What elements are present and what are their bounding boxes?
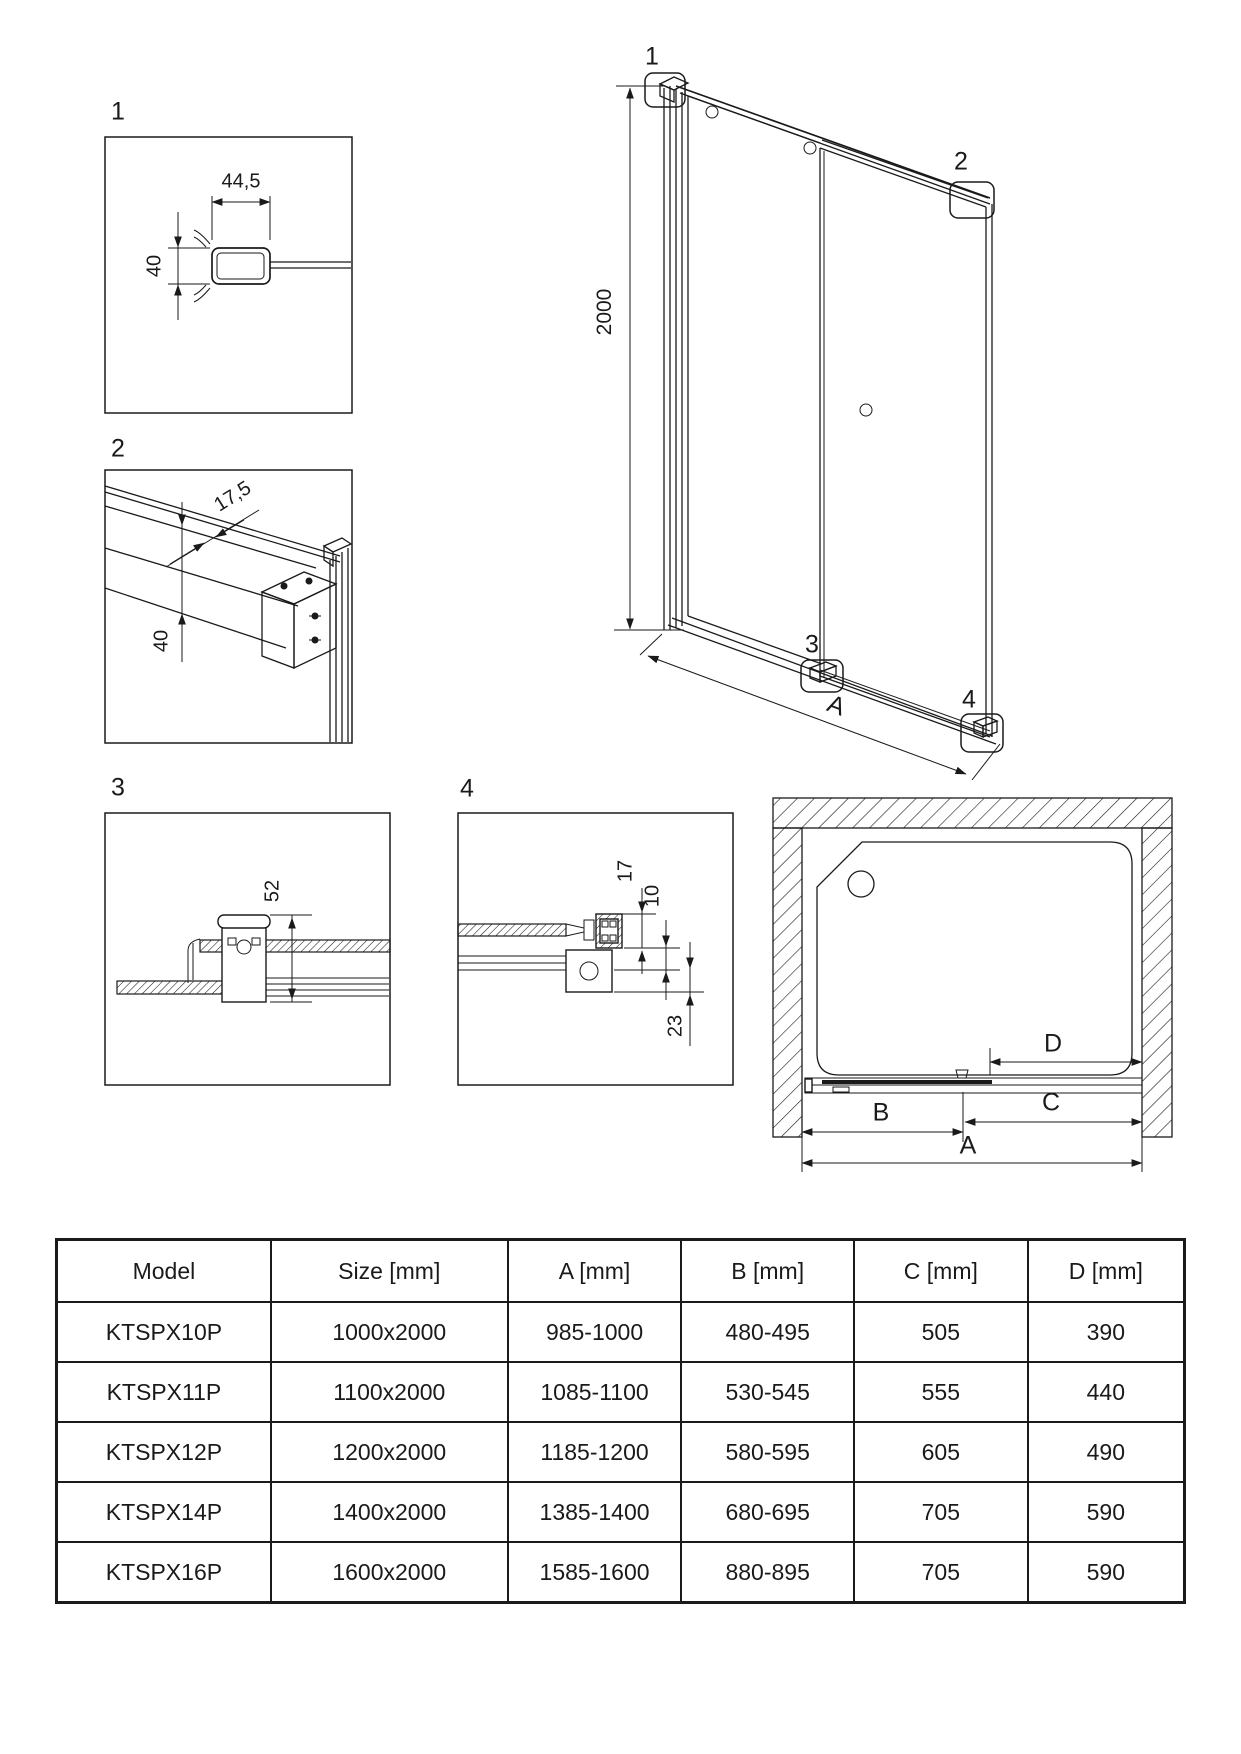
cell-c: 705 (854, 1542, 1028, 1603)
cell-c: 605 (854, 1422, 1028, 1482)
spec-table (55, 1238, 1186, 1604)
dim-label-10: 10 (641, 884, 664, 908)
plan-dim-label-D: D (1043, 1029, 1063, 1058)
dim-label-40-detail1: 40 (143, 254, 166, 278)
table-header-size: Size [mm] (271, 1240, 508, 1303)
cell-d: 390 (1028, 1302, 1185, 1362)
plan-dim-label-B: B (872, 1098, 890, 1127)
plan-dim-label-C: C (1041, 1088, 1061, 1117)
dim-label-40-detail2: 40 (150, 629, 173, 653)
cell-b: 880-895 (681, 1542, 854, 1603)
plan-dim-label-A: A (959, 1131, 977, 1160)
table-row (57, 1482, 1185, 1542)
cell-b: 530-545 (681, 1362, 854, 1422)
cell-model: KTSPX16P (57, 1542, 271, 1603)
table-header-row (57, 1240, 1185, 1303)
table-row (57, 1362, 1185, 1422)
cell-a: 985-1000 (508, 1302, 682, 1362)
table-row (57, 1542, 1185, 1603)
cell-d: 490 (1028, 1422, 1185, 1482)
cell-a: 1085-1100 (508, 1362, 682, 1422)
detail-1-callout-label: 1 (111, 97, 125, 126)
cell-a: 1185-1200 (508, 1422, 682, 1482)
dim-label-52: 52 (261, 879, 284, 903)
table-row (57, 1302, 1185, 1362)
detail-2-callout-label: 2 (111, 434, 125, 463)
dim-label-17-5: 17,5 (210, 476, 256, 517)
cell-b: 580-595 (681, 1422, 854, 1482)
iso-callout-3: 3 (805, 630, 819, 659)
cell-b: 680-695 (681, 1482, 854, 1542)
cell-a: 1585-1600 (508, 1542, 682, 1603)
dim-label-44-5: 44,5 (221, 170, 261, 193)
iso-callout-4: 4 (962, 685, 976, 714)
cell-model: KTSPX14P (57, 1482, 271, 1542)
iso-callout-2: 2 (954, 147, 968, 176)
table-header-d: D [mm] (1028, 1240, 1185, 1303)
cell-model: KTSPX10P (57, 1302, 271, 1362)
detail-4-callout-label: 4 (460, 774, 474, 803)
plan-view (773, 798, 1172, 1172)
table-header-model: Model (57, 1240, 271, 1303)
detail-4-drawing (458, 813, 733, 1085)
dim-label-17: 17 (614, 859, 637, 883)
cell-d: 590 (1028, 1542, 1185, 1603)
cell-c: 705 (854, 1482, 1028, 1542)
table-header-a: A [mm] (508, 1240, 682, 1303)
cell-a: 1385-1400 (508, 1482, 682, 1542)
isometric-view (614, 73, 1003, 780)
cell-size: 1100x2000 (271, 1362, 508, 1422)
dim-label-2000: 2000 (593, 288, 616, 336)
cell-size: 1000x2000 (271, 1302, 508, 1362)
cell-c: 555 (854, 1362, 1028, 1422)
dim-label-23: 23 (664, 1014, 687, 1038)
cell-b: 480-495 (681, 1302, 854, 1362)
detail-3-drawing (105, 813, 390, 1085)
cell-d: 440 (1028, 1362, 1185, 1422)
cell-size: 1200x2000 (271, 1422, 508, 1482)
cell-model: KTSPX12P (57, 1422, 271, 1482)
detail-3-callout-label: 3 (111, 773, 125, 802)
table-header-b: B [mm] (681, 1240, 854, 1303)
iso-dim-label-A: A (823, 689, 849, 722)
cell-size: 1400x2000 (271, 1482, 508, 1542)
cell-model: KTSPX11P (57, 1362, 271, 1422)
cell-d: 590 (1028, 1482, 1185, 1542)
cell-c: 505 (854, 1302, 1028, 1362)
table-header-c: C [mm] (854, 1240, 1028, 1303)
iso-callout-1: 1 (645, 42, 659, 71)
cell-size: 1600x2000 (271, 1542, 508, 1603)
table-row (57, 1422, 1185, 1482)
